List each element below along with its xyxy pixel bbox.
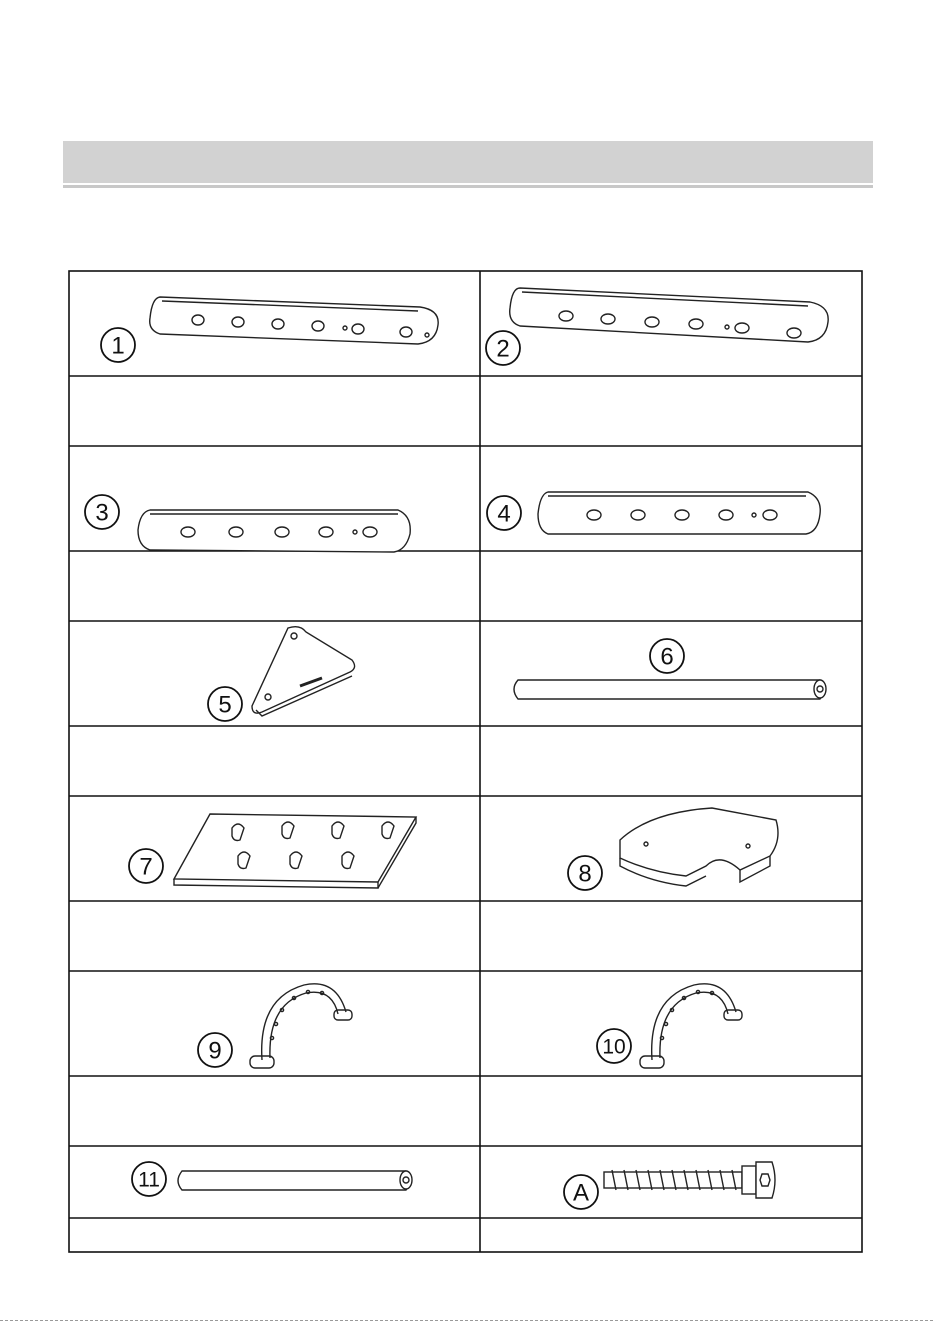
table-grid — [69, 271, 862, 1252]
part-label-9: 9 — [208, 1037, 222, 1065]
part-label-1: 1 — [111, 332, 125, 360]
part-8-curved-block-drawing — [620, 808, 778, 886]
part-label-11: 11 — [138, 1168, 160, 1192]
part-label-5: 5 — [218, 691, 232, 719]
part-11-tube-drawing — [178, 1171, 412, 1190]
part-label-4: 4 — [497, 500, 511, 528]
page-bottom-edge — [0, 1320, 933, 1321]
part-labels — [85, 328, 684, 1209]
part-3-short-bar-drawing — [138, 510, 410, 552]
part-5-triangle-plate-drawing — [252, 627, 355, 716]
part-1-long-bar-drawing — [150, 297, 438, 344]
part-4-short-bar-drawing — [538, 492, 820, 534]
part-9-arch-bracket-drawing — [250, 984, 352, 1068]
part-2-long-bar-drawing — [510, 288, 828, 342]
part-label-10: 10 — [602, 1035, 626, 1059]
part-label-a: A — [572, 1179, 590, 1207]
part-a-bolt-drawing — [604, 1162, 775, 1198]
part-label-3: 3 — [95, 499, 109, 527]
part-label-7: 7 — [139, 853, 153, 881]
part-label-8: 8 — [578, 860, 592, 888]
part-label-2: 2 — [496, 335, 510, 363]
part-label-6: 6 — [660, 643, 674, 671]
part-6-tube-drawing — [514, 680, 826, 699]
part-10-arch-bracket-drawing — [640, 984, 742, 1068]
part-7-board-drawing — [174, 814, 416, 888]
